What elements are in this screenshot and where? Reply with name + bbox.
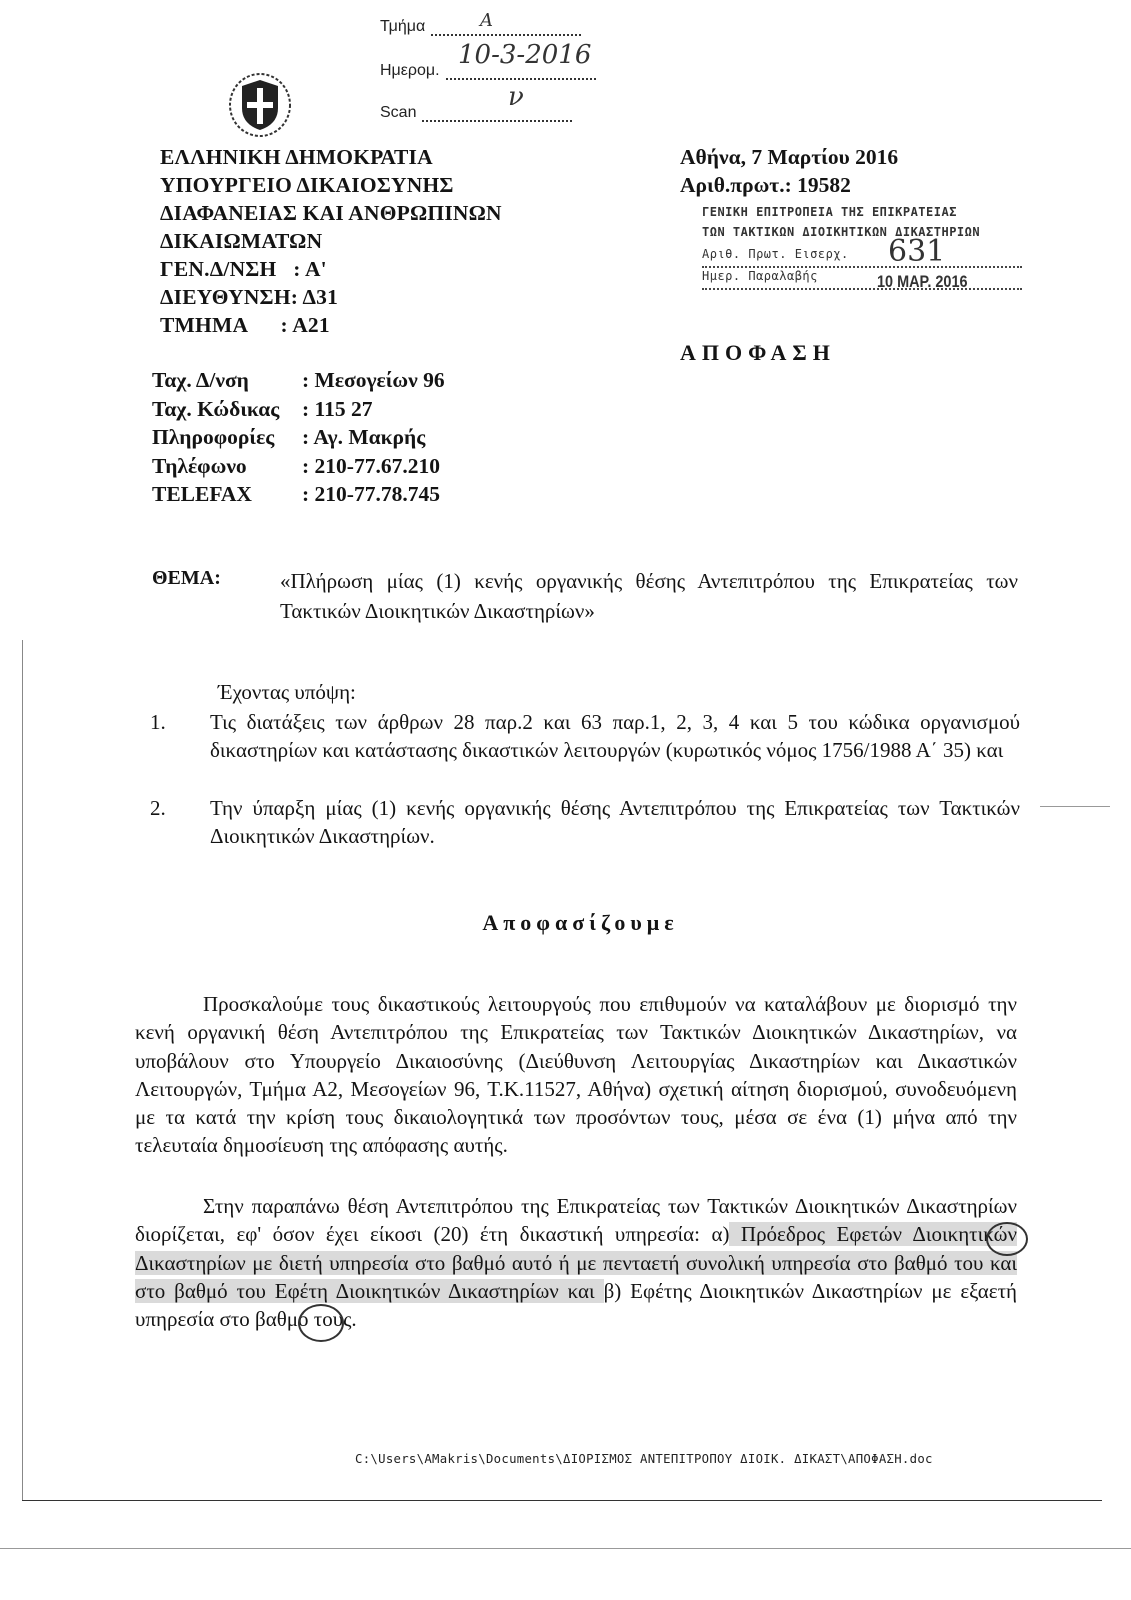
- contact-value: : 115 27: [302, 396, 373, 421]
- stamp-line2: ΤΩΝ ΤΑΚΤΙΚΩΝ ΔΙΟΙΚΗΤΙΚΩΝ ΔΙΚΑΣΤΗΡΙΩΝ: [702, 225, 981, 239]
- place-date: Αθήνα, 7 Μαρτίου 2016: [680, 145, 899, 169]
- header-line: ΥΠΟΥΡΓΕΙΟ ΔΙΚΑΙΟΣΥΝΗΣ: [160, 173, 454, 197]
- contact-value: : 210-77.67.210: [302, 453, 440, 478]
- contact-value: : Μεσογείων 96: [302, 368, 445, 392]
- item-number: 2.: [150, 796, 166, 820]
- invitation-paragraph: Προσκαλούμε τους δικαστικούς λειτουργούς που επιθυμούν να καταλάβουν με διορισμό την κενή οργανική θέση Αντεπιτρόπου της Επικρατείας των Τακτικών Διοικητικών Δικαστηρίων, να υποβάλουν στο Υπουργείο Δικαιοσύνης (Διεύθυνση Λειτουργίας Δικαστηρίων και Δικαστικών Λειτουργών, Τμήμα Α2, Μεσογείων 96, Τ.Κ.11527, Αθήνα) σχετική αίτηση διορισμού, συνοδευόμενη με τα κατά την κρίση τους δικαιολογητικά των προσόντων τους, μέσα σε ένα (1) μήνα από την τελευταία δημοσίευση της απόφασης αυτής.: [135, 992, 1017, 1158]
- item-text: Την ύπαρξη μίας (1) κενής οργανικής θέσης Αντεπιτρόπου της Επικρατείας των Τακτικών Διοικητικών Δικαστηρίων.: [210, 796, 1020, 848]
- subject-text: «Πλήρωση μίας (1) κενής οργανικής θέσης Αντεπιτρόπου της Επικρατείας των Τακτικών Διοικητικών Δικαστηρίων»: [280, 569, 1018, 623]
- scan-edge-line: [0, 1548, 1131, 1549]
- considering-heading: Έχοντας υπόψη:: [218, 680, 356, 704]
- incoming-label: Αριθ. Πρωτ. Εισερχ.: [702, 242, 1022, 268]
- contact-key: Ταχ. Δ/νση: [152, 368, 249, 392]
- stamp-line1: ΓΕΝΙΚΗ ΕΠΙΤΡΟΠΕΙΑ ΤΗΣ ΕΠΙΚΡΑΤΕΙΑΣ: [702, 205, 957, 219]
- issuer-header: [160, 143, 502, 339]
- header-line: ΔΙΑΦΑΝΕΙΑΣ ΚΑΙ ΑΝΘΡΩΠΙΝΩΝ: [160, 201, 502, 225]
- item-number: 1.: [150, 710, 166, 734]
- date-handwritten: 10-3-2016: [458, 40, 592, 70]
- protocol-number: Αριθ.πρωτ.: 19582: [680, 173, 851, 197]
- scan-label: Scan: [380, 104, 417, 121]
- greek-coat-of-arms-icon: [228, 72, 292, 138]
- received-label: Ημερ. Παραλαβής: [702, 264, 1022, 290]
- option-b-text: Εφέτης Διοικητικών Δικαστηρίων με εξαετή υπηρεσία στο βαθμό τους.: [135, 1278, 1017, 1332]
- contact-key: TELEFAX: [152, 482, 252, 506]
- section-label: Τμήμα: [380, 18, 426, 35]
- decide-heading: Αποφασίζουμε: [482, 910, 679, 935]
- incoming-number-handwritten: 631: [888, 234, 946, 269]
- option-a-marker: α): [711, 1222, 730, 1247]
- contact-key: Ταχ. Κώδικας: [152, 396, 280, 421]
- date-protocol-block: [680, 143, 898, 199]
- option-b-marker: β): [603, 1278, 622, 1303]
- eligibility-paragraph: [135, 1192, 1017, 1333]
- option-a-text: Πρόεδρος Εφετών Διοικητικών Δικαστηρίων με διετή υπηρεσία στο βαθμό αυτό ή με πενταετή συνολική υπηρεσία στο βαθμό του και στο βαθμό του Εφέτη Διοικητικών Δικαστηρίων και: [135, 1222, 1017, 1303]
- option-a-circle: [986, 1222, 1028, 1256]
- header-line: ΔΙΕΥΘΥΝΣΗ: Δ31: [160, 285, 339, 309]
- file-path-footer: C:\Users\AMakris\Documents\ΔΙΟΡΙΣΜΟΣ ΑΝΤΕΠΙΤΡΟΠΟΥ ΔΙΟΙΚ. ΔΙΚΑΣΤ\ΑΠΟΦΑΣΗ.doc: [355, 1452, 933, 1466]
- header-line: ΔΙΚΑΙΩΜΑΤΩΝ: [160, 229, 323, 253]
- contact-key: Τηλέφωνο: [152, 453, 247, 478]
- eligibility-intro: Στην παραπάνω θέση Αντεπιτρόπου της Επικρατείας των Τακτικών Διοικητικών Δικαστηρίων διορίζεται, εφ' όσον έχει είκοσι (20) έτη δικαστική υπηρεσία:: [135, 1194, 1017, 1247]
- date-label: Ημερομ.: [380, 62, 440, 79]
- page-bottom-rule: [22, 1500, 1102, 1501]
- contact-value: : 210-77.78.745: [302, 482, 440, 506]
- subject-label: ΘΕΜΑ:: [152, 567, 221, 589]
- header-line: ΓΕΝ.Δ/ΝΣΗ : Α': [160, 257, 327, 281]
- scan-dots: [422, 106, 572, 122]
- section-dots: [431, 20, 581, 36]
- margin-mark: [1040, 806, 1110, 807]
- contact-value: : Αγ. Μακρής: [302, 425, 426, 449]
- scan-handwritten: ν: [508, 82, 524, 112]
- header-line: ΤΜΗΜΑ : Α21: [160, 313, 330, 337]
- received-date-stamp: 10 ΜΑΡ. 2016: [877, 272, 968, 291]
- scan-row: [380, 104, 572, 122]
- option-b-circle: [298, 1304, 344, 1342]
- contact-key: Πληροφορίες: [152, 425, 275, 449]
- page-left-edge: [22, 640, 23, 1500]
- item-text: Τις διατάξεις των άρθρων 28 παρ.2 και 63 παρ.1, 2, 3, 4 και 5 του κώδικα οργανισμού δικαστηρίων και κατάστασης δικαστικών λειτουργών (κυρωτικός νόμος 1756/1988 Α΄ 35) και: [210, 710, 1020, 762]
- header-line: ΕΛΛΗΝΙΚΗ ΔΗΜΟΚΡΑΤΙΑ: [160, 145, 433, 169]
- section-handwritten: Α: [480, 10, 493, 31]
- registration-stamp: [702, 200, 1022, 290]
- decision-title: ΑΠΟΦΑΣΗ: [680, 340, 836, 365]
